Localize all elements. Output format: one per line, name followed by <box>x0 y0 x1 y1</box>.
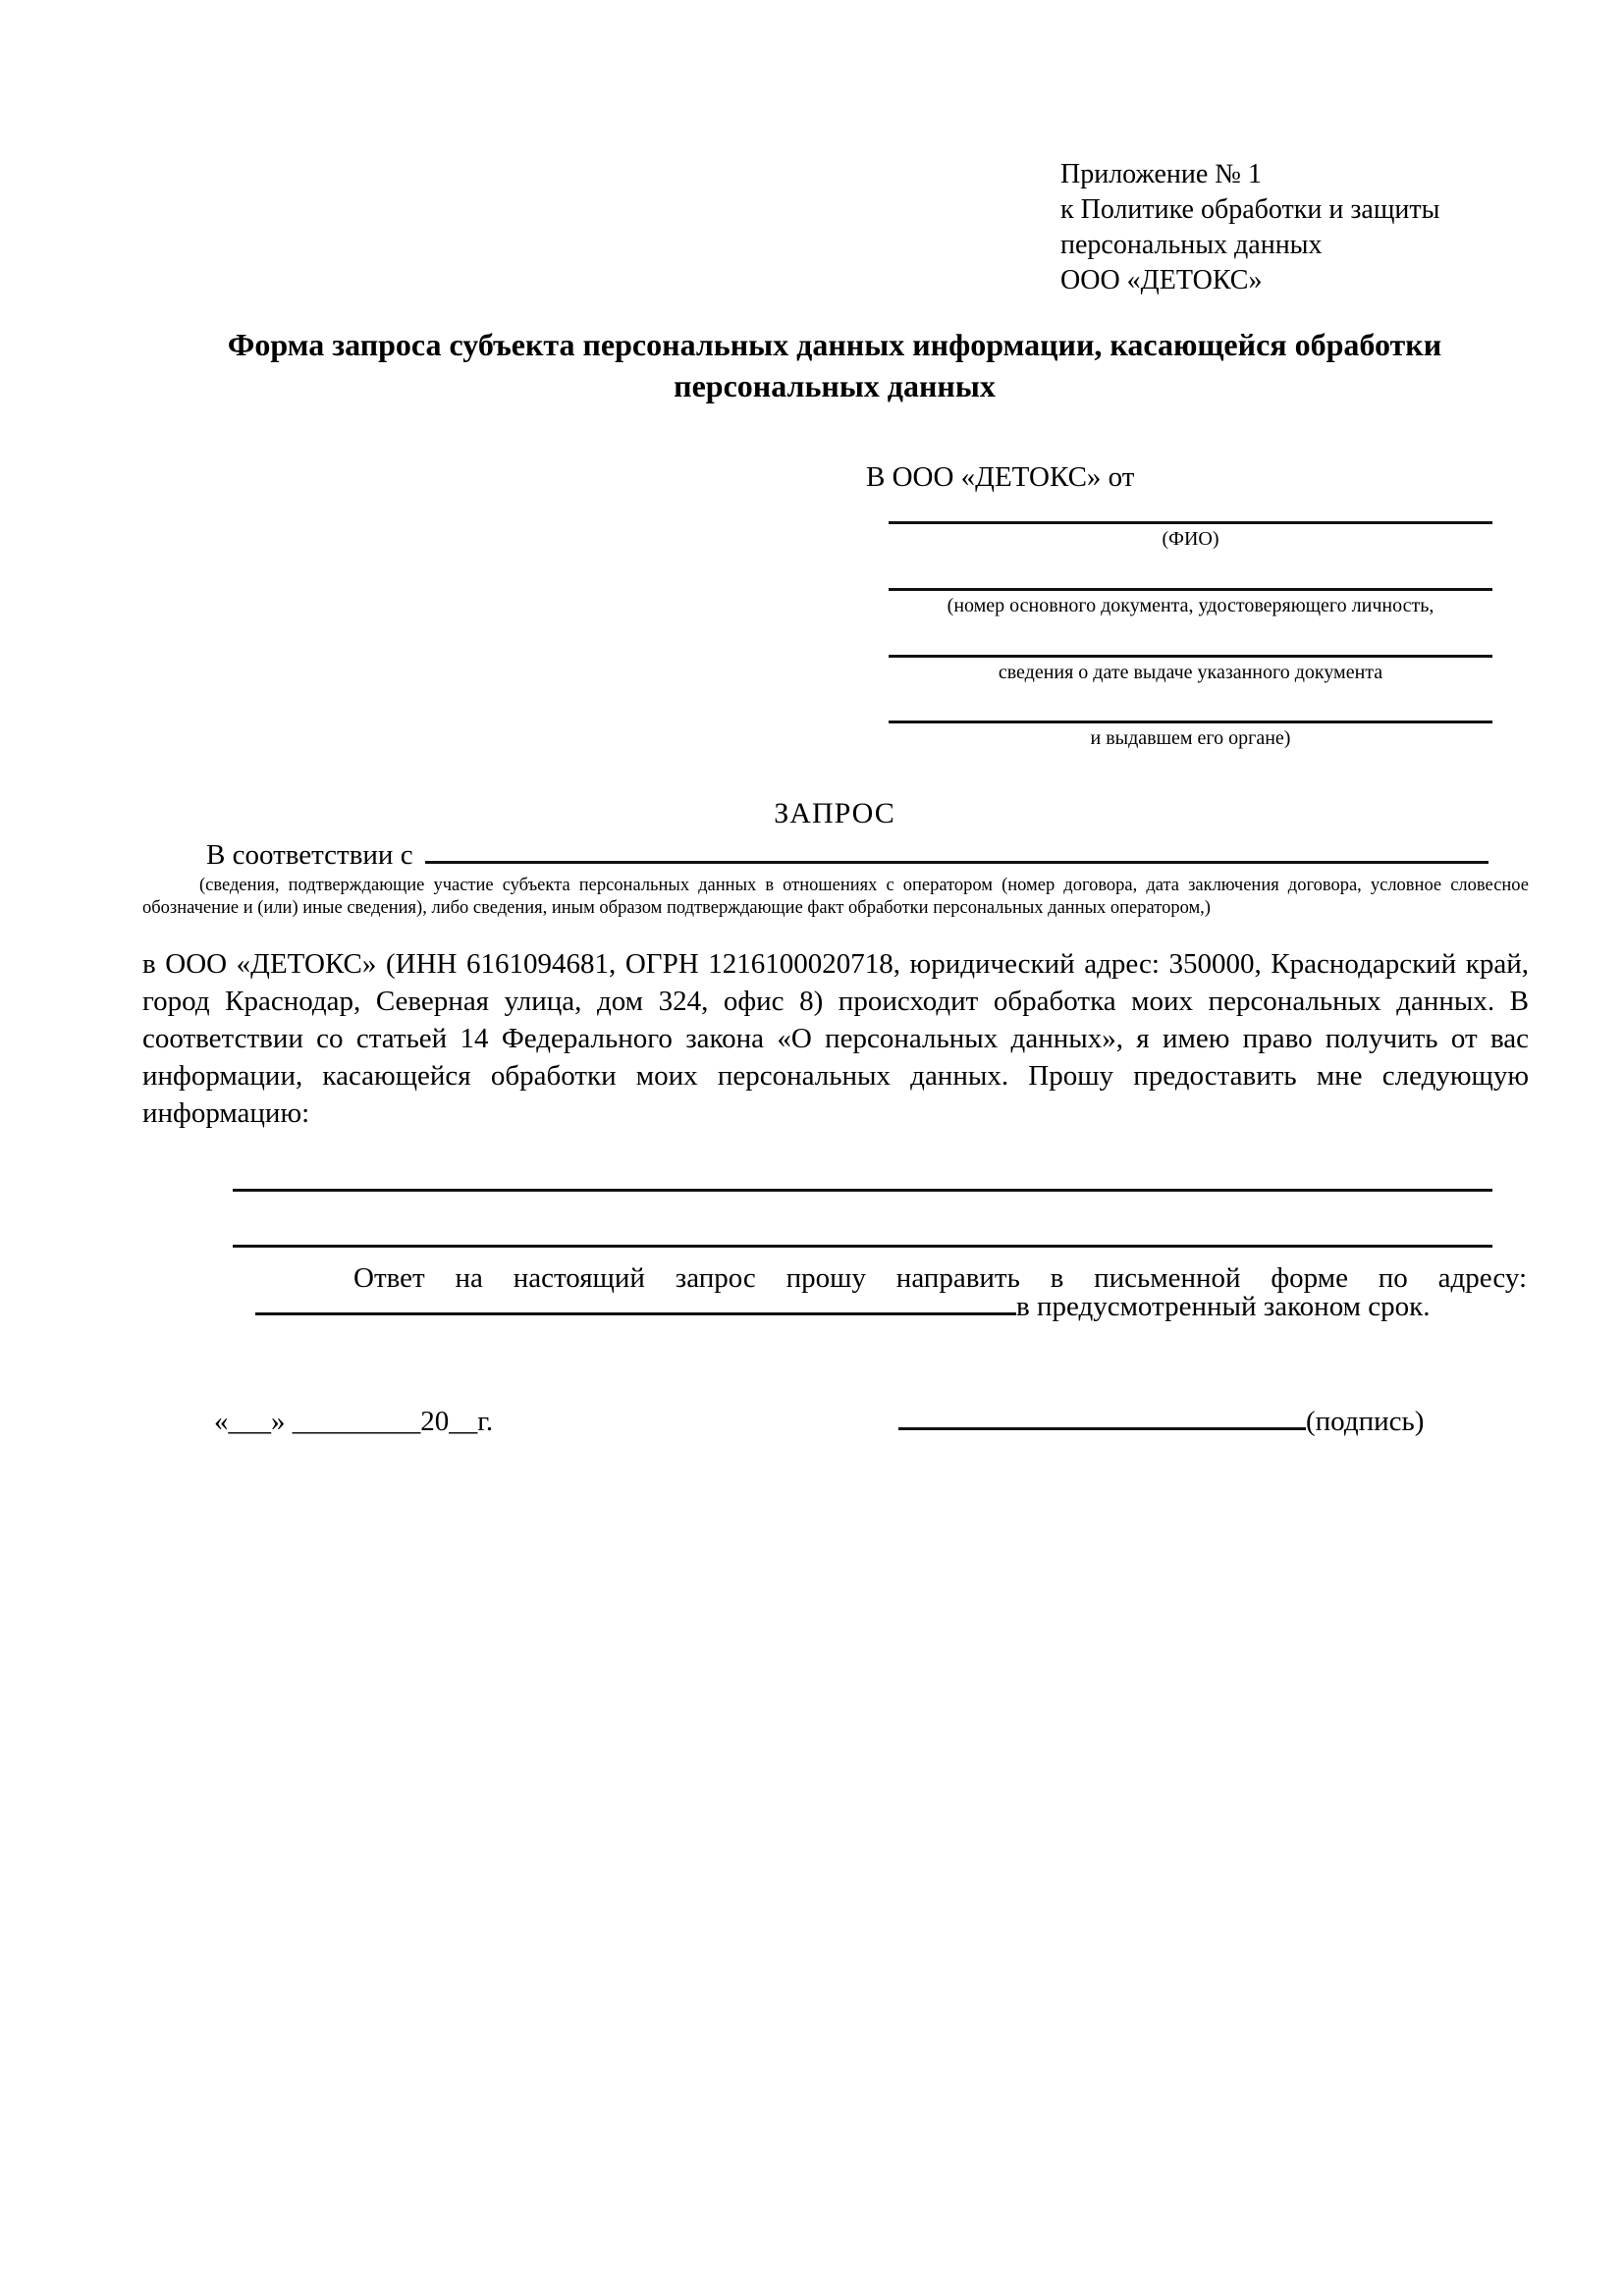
according-label: В соответствии с <box>206 839 413 871</box>
reply-address-row <box>255 1288 1527 1325</box>
field-caption-fio: (ФИО) <box>1162 528 1219 550</box>
field-caption-issue-date: сведения о дате выдаче указанного документа <box>998 662 1383 683</box>
appendix-company-line: ООО «ДЕТОКС» <box>1060 265 1263 295</box>
reply-request-line: Ответ на настоящий запрос прошу направить в письменной форме по адресу: <box>353 1262 1527 1294</box>
fill-field-document-number <box>889 588 1492 617</box>
fill-field-issue-date <box>889 655 1492 684</box>
according-line <box>142 839 1489 872</box>
appendix-policy-line: к Политике обработки и защиты <box>1060 194 1440 225</box>
signature-caption: (подпись) <box>1306 1406 1425 1437</box>
addressee-line: В ООО «ДЕТОКС» от <box>866 461 1135 493</box>
appendix-policy-line2: персональных данных <box>1060 230 1323 260</box>
appendix-header <box>1060 157 1551 298</box>
reply-deadline-label: в предусмотренный законом срок. <box>1016 1291 1431 1322</box>
signature-row <box>898 1406 1448 1438</box>
fill-line-info-2 <box>233 1245 1492 1248</box>
fill-field-issuing-authority <box>889 721 1492 750</box>
field-caption-document-number: (номер основного документа, удостоверяющего личность, <box>947 595 1435 616</box>
field-caption-issuing-authority: и выдавшем его органе) <box>1090 727 1291 749</box>
basis-footnote: (сведения, подтверждающие участие субъекта персональных данных в отношениях с оператором (номер договора, дата заключения договора, условное словесное обозначение и (или) иные сведения), либо сведения, иным образом подтверждающие факт обработки персональных данных оператором,) <box>142 876 1529 918</box>
document-title: Форма запроса субъекта персональных данных информации, касающейся обработки персональных данных <box>227 327 1442 403</box>
date-fill-line: «___» _________20__г. <box>214 1406 494 1437</box>
request-body: в ООО «ДЕТОКС» (ИНН 6161094681, ОГРН 1216100020718, юридический адрес: 350000, Краснодарский край, город Краснодар, Северная улица, дом 324, офис 8) происходит обработка моих персональных данных. В соответствии со статьей 14 Федерального закона «О персональных данных», я имею право получить от вас информации, касающейся обработки моих персональных данных. Прошу предоставить мне следующую информацию: <box>142 948 1529 1129</box>
request-heading: ЗАПРОС <box>774 797 895 829</box>
fill-line-basis <box>425 861 1489 864</box>
appendix-number-line: Приложение № 1 <box>1060 159 1262 189</box>
fill-line-signature <box>898 1427 1306 1430</box>
fill-field-fio <box>889 521 1492 551</box>
fill-line-address <box>255 1312 1016 1315</box>
fill-line-info-1 <box>233 1189 1492 1192</box>
